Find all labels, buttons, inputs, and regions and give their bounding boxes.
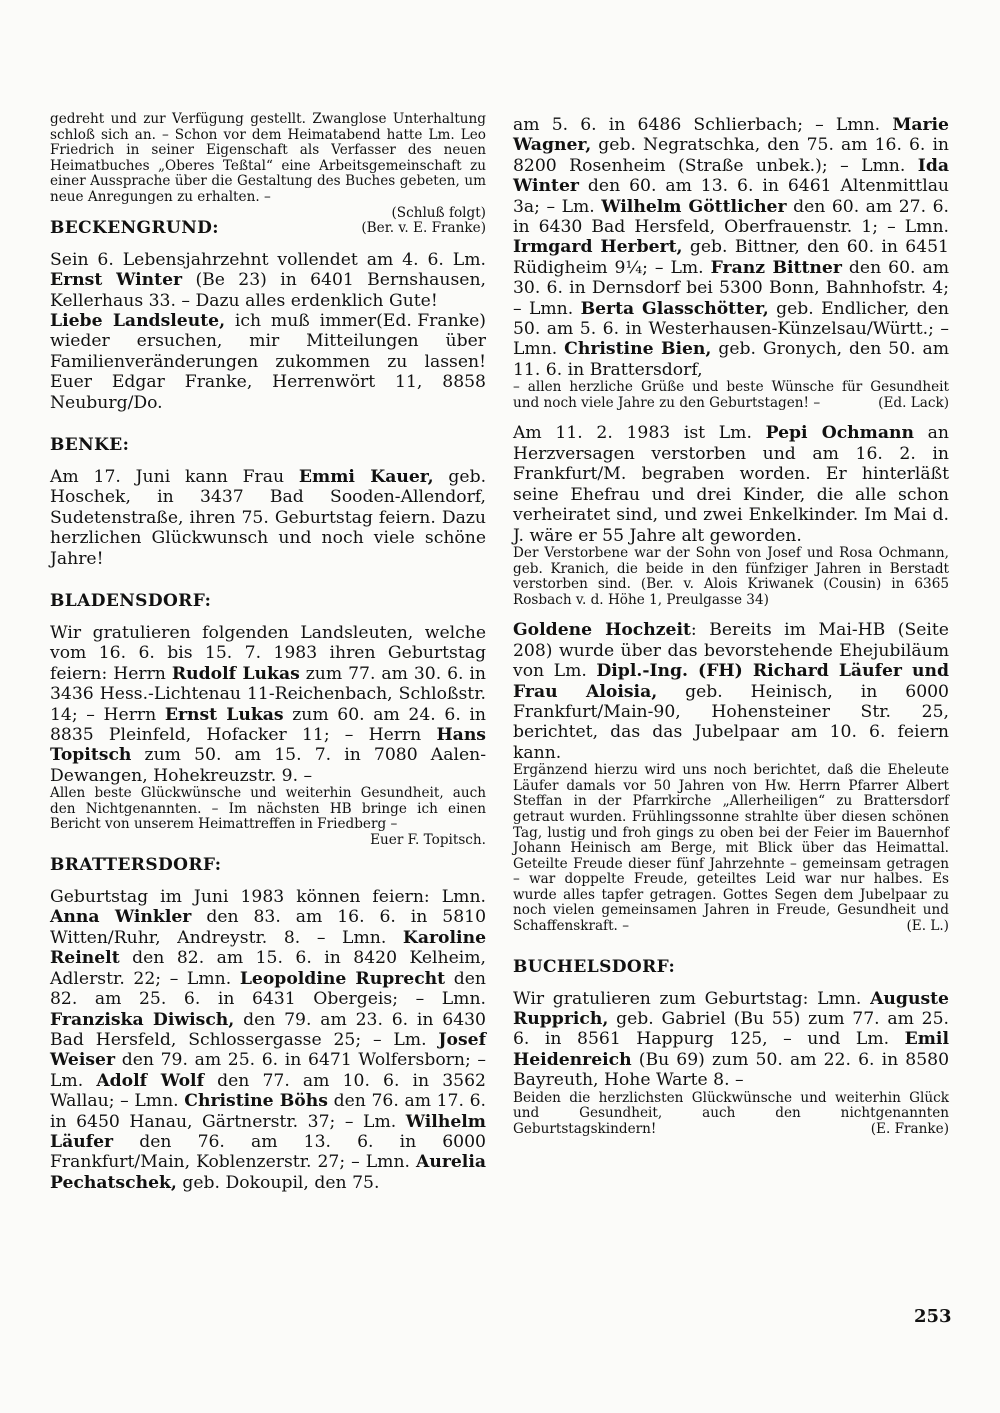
person-name: Christine Bien,	[564, 339, 712, 360]
person-name: Irmgard Herbert,	[513, 237, 683, 258]
section-heading-benke: BENKE:	[50, 435, 130, 455]
person-name: Aurelia Pechatschek,	[50, 1152, 487, 1193]
person-name: Emmi Kauer,	[298, 467, 434, 487]
person-name: Anna Winkler	[50, 907, 192, 928]
golden-wedding-details: Ergänzend hierzu wird uns noch berichtet, daß die Eheleute Läufer damals vor 50 Jahren von Hw. Herrn Pfarrer Albert Steffan in der Pfarrkirche „Allerheiligen“ zu Brattersdorf getraut wurden. Frühlingssonne strahlte über diesen schönen Tag, lustig und froh gings zu oben bei der Feier im Bauernhof Johann Heinisch am Berge, mit Blick über das Heimattal. Geteilte Freude dieser fünf Jahrzehnte – gemeinsam getragen – war doppelte Freude, geteiltes Leid war nur halbes. Es wurde alles tapfer getragen. Gottes Segen dem Jubelpaar zu noch vielen gemeinsamen Jahren in Freude, Gesundheit und Schaffenskraft. – (E. L.)	[513, 762, 949, 935]
bladensdorf-birthdays: Wir gratulieren folgenden Landsleuten, welche vom 16. 6. bis 15. 7. 1983 ihren Geburtstag feiern: Herrn Rudolf Lukas zum 77. am 30. 6. in 3436 Hess.-Lichtenau 11-Reichenbach, Schloßstr. 14; – Herrn Ernst Lukas zum 60. am 24. 6. in 8835 Pleinfeld, Hofacker 11; – Herrn Hans Topitsch zum 50. am 15. 7. in 7080 Aalen-Dewangen, Hohekreuzstr. 9. –	[50, 623, 487, 786]
person-name: Ernst Winter	[50, 270, 183, 291]
intro-paragraph	[50, 112, 486, 206]
left-column	[50, 112, 486, 1193]
intro-text: gedreht und zur Verfügung gestellt. Zwanglose Unterhaltung schloß sich an. – Schon vor dem Heimatabend hatte Lm. Leo Friedrich in seiner Eigenschaft als Verfasser des neuen Heimatbuches „Oberes Teßtal“ eine Arbeitsgemeinschaft zu einer Aussprache über die Gestaltung des Buches gebeten, um neue Anregungen zu erhalten. –	[50, 111, 486, 205]
person-name: Ida Winter	[513, 155, 949, 197]
person-name: Leopoldine Ruprecht	[239, 968, 446, 989]
intro-byline: (Ber. v. E. Franke)	[361, 220, 486, 237]
beckengrund-birthday: Sein 6. Lebensjahrzehnt vollendet am 4. 6. Lm. Ernst Winter (Be 23) in 6401 Bernshausen, Kellerhaus 33. – Dazu alles erdenklich Gute! (Ed. Franke)	[50, 249, 486, 331]
person-name: Karoline Reinelt	[50, 927, 487, 969]
person-name: Franziska Diwisch,	[50, 1009, 235, 1030]
person-name: Dipl.-Ing. (FH) Richard Läufer und Frau Aloisia,	[513, 661, 950, 702]
signature: (E. Franke)	[870, 1120, 949, 1137]
person-name: Adolf Wolf	[96, 1070, 204, 1091]
person-name: Josef Weiser	[50, 1029, 486, 1071]
continuation-note: (Schluß folgt)	[391, 204, 486, 221]
golden-wedding: Goldene Hochzeit: Bereits im Mai-HB (Seite 208) wurde über das bevorstehende Ehejubiläum von Lm. Dipl.-Ing. (FH) Richard Läufer und Frau Aloisia, geb. Heinisch, in 6000 Frankfurt/Main-90, Hohensteiner Str. 25, berichtet, das das Jubelpaar am 10. 6. feiern kann.	[513, 620, 950, 763]
signature: (Ed. Lack)	[878, 394, 949, 411]
person-name: Auguste Rupprich,	[513, 988, 949, 1030]
section-heading-bladensdorf: BLADENSDORF:	[50, 591, 212, 612]
obituary-details: Der Verstorbene war der Sohn von Josef und Rosa Ochmann, geb. Kranich, die beide in den fünfziger Jahren in Berstadt verstorben sind. (Ber. v. Alois Kriwanek (Cousin) in 6365 Rosbach v. d. Höhe 1, Preulgasse 34)	[513, 544, 949, 608]
section-heading-brattersdorf: BRATTERSDORF:	[50, 855, 222, 876]
person-name: Wilhelm Göttlicher	[601, 196, 787, 217]
person-name: Rudolf Lukas	[171, 663, 300, 684]
signature: (E. L.)	[906, 918, 949, 935]
benke-birthday: Am 17. Juni kann Frau Emmi Kauer, geb. Hoschek, in 3437 Bad Sooden-Allendorf, Sudetenstraße, ihren 75. Geburtstag feiern. Dazu herzlichen Glückwunsch und noch viele schöne Jahre!	[50, 467, 487, 569]
appeal-lead: Liebe Landsleute,	[50, 310, 226, 331]
golden-wedding-lead: Goldene Hochzeit	[513, 620, 691, 641]
buchelsdorf-birthdays: Wir gratulieren zum Geburtstag: Lmn. Auguste Rupprich, geb. Gabriel (Bu 55) zum 77. am 25. 6. in 8561 Happurg 125, – und Lm. Emil Heidenreich (Bu 69) zum 50. am 22. 6. in 8580 Bayreuth, Hohe Warte 8. –	[513, 988, 950, 1091]
buchelsdorf-greeting: Beiden die herzlichsten Glückwünsche und weiterhin Glück und Gesundheit, auch den nichtgenannten Geburtstagskindern! (E. Franke)	[513, 1089, 949, 1137]
person-name: Hans Topitsch	[50, 725, 486, 766]
bladensdorf-greeting: Allen beste Glückwünsche und weiterhin Gesundheit, auch den Nichtgenannten. – Im nächsten HB bringe ich einen Bericht von unserem Heimattreffen in Friedberg – Euer F. Topitsch.	[50, 785, 486, 849]
person-name: Wilhelm Läufer	[50, 1111, 486, 1152]
person-name: Berta Glasschötter,	[580, 298, 769, 319]
person-name: Marie Wagner,	[513, 115, 949, 156]
obituary-ochmann: Am 11. 2. 1983 ist Lm. Pepi Ochmann an Herzversagen verstorben und am 16. 2. in Frankfurt/M. begraben worden. Er hinterläßt seine Ehefrau und drei Kinder, die alle schon verheiratet sind, und zwei Enkelkinder. Im Mai d. J. wäre er 55 Jahre alt geworden.	[513, 423, 949, 546]
brattersdorf-birthdays-continued: am 5. 6. in 6486 Schlierbach; – Lmn. Marie Wagner, geb. Negratschka, den 75. am 16. 6. in 8200 Rosenheim (Straße unbek.); – Lmn. Ida Winter den 60. am 13. 6. in 6461 Altenmittlau 3a; – Lm. Wilhelm Göttlicher den 60. am 27. 6. in 6430 Bad Hersfeld, Oberfrauenstr. 1; – Lmn. Irmgard Herbert, geb. Bittner, den 60. in 6451 Rüdigheim 9¼; – Lm. Franz Bittner den 60. am 30. 6. in Dernsdorf bei 5300 Bonn, Bahnhofstr. 4; – Lmn. Berta Glasschötter, geb. Endlicher, den 50. am 5. 6. in Westerhausen-Künzelsau/Württ.; – Lmn. Christine Bien, geb. Gronych, den 50. am 11. 6. in Brattersdorf,	[513, 115, 950, 380]
page-number: 253	[914, 1306, 952, 1327]
signature: (Ed. Franke)	[376, 310, 486, 331]
person-name: Pepi Ochmann	[765, 423, 914, 444]
signature: Euer F. Topitsch.	[370, 832, 486, 849]
brattersdorf-greeting: – allen herzliche Grüße und beste Wünsche für Gesundheit und noch viele Jahre zu den Geburtstagen! – (Ed. Lack)	[513, 379, 949, 411]
section-heading-beckengrund: BECKENGRUND:	[50, 217, 219, 238]
person-name: Emil Heidenreich	[513, 1029, 949, 1070]
person-name: Franz Bittner	[710, 257, 842, 278]
person-name: Christine Böhs	[184, 1091, 328, 1112]
person-name: Ernst Lukas	[164, 704, 284, 725]
section-heading-buchelsdorf: BUCHELSDORF:	[513, 956, 676, 977]
right-column	[513, 115, 949, 1137]
beckengrund-appeal: Liebe Landsleute, ich muß immer wieder ersuchen, mir Mitteilungen über Familienveränderungen zukommen zu lassen! Euer Edgar Franke, Herrenwört 11, 8858 Neuburg/Do.	[50, 310, 486, 413]
brattersdorf-birthdays: Geburtstag im Juni 1983 können feiern: Lmn. Anna Winkler den 83. am 16. 6. in 5810 Witten/Ruhr, Andreystr. 8. – Lmn. Karoline Reinelt den 82. am 15. 6. in 8420 Kelheim, Adlerstr. 22; – Lmn. Leopoldine Ruprecht den 82. am 25. 6. in 6431 Obergeis; – Lmn. Franziska Diwisch, den 79. am 23. 6. in 6430 Bad Hersfeld, Schlossergasse 25; – Lm. Josef Weiser den 79. am 25. 6. in 6471 Wolfersborn; – Lm. Adolf Wolf den 77. am 10. 6. in 3562 Wallau; – Lmn. Christine Böhs den 76. am 17. 6. in 6450 Hanau, Gärtnerstr. 37; – Lm. Wilhelm Läufer den 76. am 13. 6. in 6000 Frankfurt/Main, Koblenzerstr. 27; – Lmn. Aurelia Pechatschek, geb. Dokoupil, den 75.	[50, 887, 487, 1193]
